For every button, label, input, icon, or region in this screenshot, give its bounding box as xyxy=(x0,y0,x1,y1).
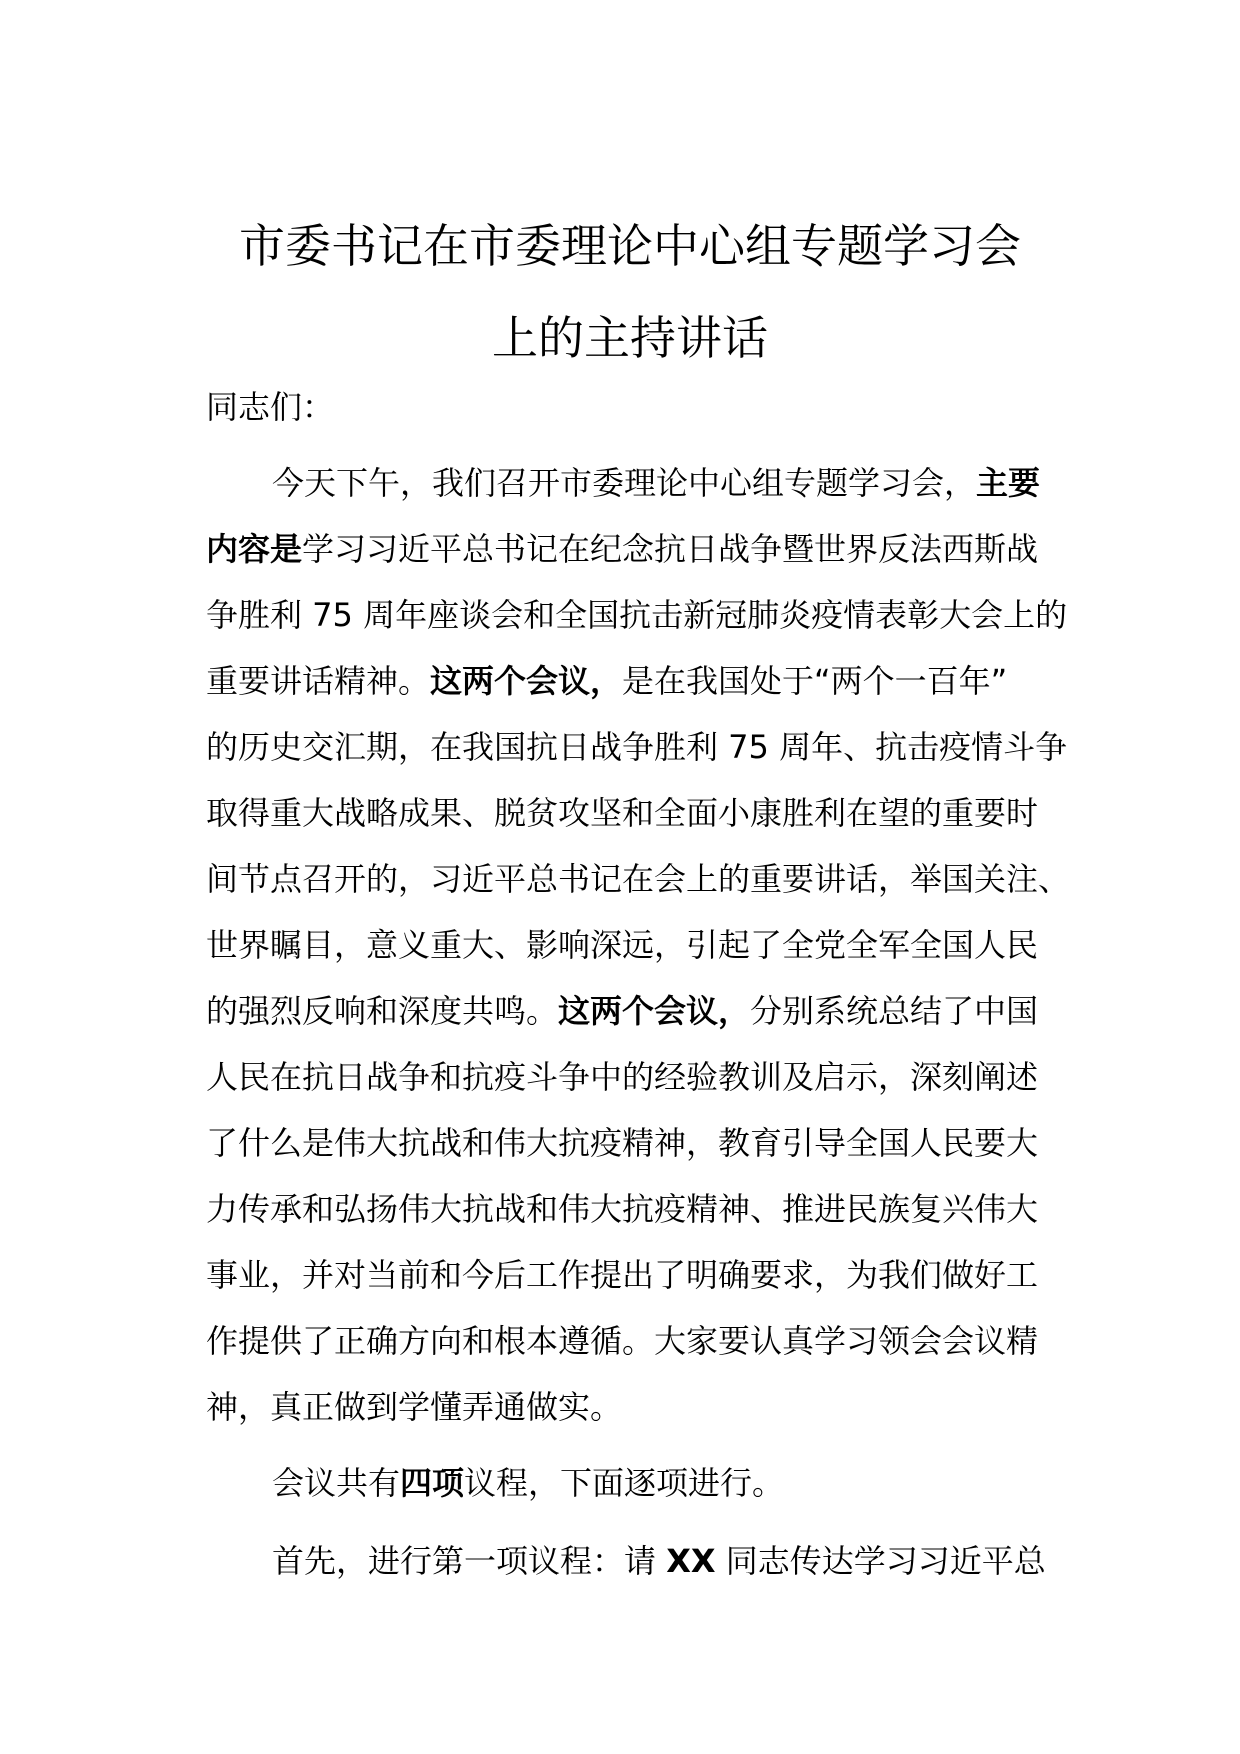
text-line: 神，真正做到学懂弄通做实。 xyxy=(206,1388,623,1426)
text-line: 取得重大战略成果、脱贫攻坚和全面小康胜利在望的重要时 xyxy=(206,794,1039,832)
paragraph-2 xyxy=(206,1450,1096,1516)
title-line-2: 上的主持讲话 xyxy=(492,311,768,365)
text-line xyxy=(206,1528,1096,1594)
paragraph-1 xyxy=(206,450,1096,1440)
text-line xyxy=(206,450,1096,516)
bold-text: 内容是 xyxy=(206,530,303,568)
text-run: 会议共有 xyxy=(272,1464,401,1502)
text-run: 的强烈反响和深度共鸣。 xyxy=(206,992,559,1030)
text-run: 学习习近平总书记在纪念抗日战争暨世界反法西斯战 xyxy=(302,530,1039,568)
text-run: 首先，进行第一项议程：请 xyxy=(272,1542,667,1580)
text-run: 议程，下面逐项进行。 xyxy=(464,1464,785,1502)
text-line: 事业，并对当前和今后工作提出了明确要求，为我们做好工 xyxy=(206,1256,1039,1294)
bold-text: 四项 xyxy=(400,1464,465,1502)
text-line: 人民在抗日战争和抗疫斗争中的经验教训及启示，深刻阐述 xyxy=(206,1058,1039,1096)
text-run: 重要讲话精神。 xyxy=(206,662,431,700)
text-run: 是在我国处于“两个一百年” xyxy=(622,662,1008,700)
paragraph-3 xyxy=(206,1528,1096,1594)
document-title xyxy=(200,200,1060,384)
bold-text: 主要 xyxy=(976,464,1041,502)
text-line: 间节点召开的，习近平总书记在会上的重要讲话，举国关注、 xyxy=(206,860,1071,898)
text-line xyxy=(206,648,1096,714)
text-line: 力传承和弘扬伟大抗战和伟大抗疫精神、推进民族复兴伟大 xyxy=(206,1190,1039,1228)
text-line: 争胜利 75 周年座谈会和全国抗击新冠肺炎疫情表彰大会上的 xyxy=(206,596,1068,634)
bold-text: 这两个会议， xyxy=(558,992,751,1030)
text-line: 世界瞩目，意义重大、影响深远，引起了全党全军全国人民 xyxy=(206,926,1039,964)
salutation: 同志们： xyxy=(206,388,335,426)
text-line: 了什么是伟大抗战和伟大抗疫精神，教育引导全国人民要大 xyxy=(206,1124,1039,1162)
text-line: 作提供了正确方向和根本遵循。大家要认真学习领会会议精 xyxy=(206,1322,1039,1360)
text-line: 的历史交汇期，在我国抗日战争胜利 75 周年、抗击疫情斗争 xyxy=(206,728,1068,766)
text-line xyxy=(206,1450,1096,1516)
text-line xyxy=(206,516,1096,582)
text-run: 同志传达学习习近平总 xyxy=(715,1542,1046,1580)
text-line xyxy=(206,978,1096,1044)
bold-text: XX xyxy=(666,1542,716,1580)
text-run: 今天下午，我们召开市委理论中心组专题学习会， xyxy=(272,464,977,502)
title-line-1: 市委书记在市委理论中心组专题学习会 xyxy=(239,219,1021,273)
text-run: 分别系统总结了中国 xyxy=(750,992,1039,1030)
bold-text: 这两个会议， xyxy=(430,662,623,700)
